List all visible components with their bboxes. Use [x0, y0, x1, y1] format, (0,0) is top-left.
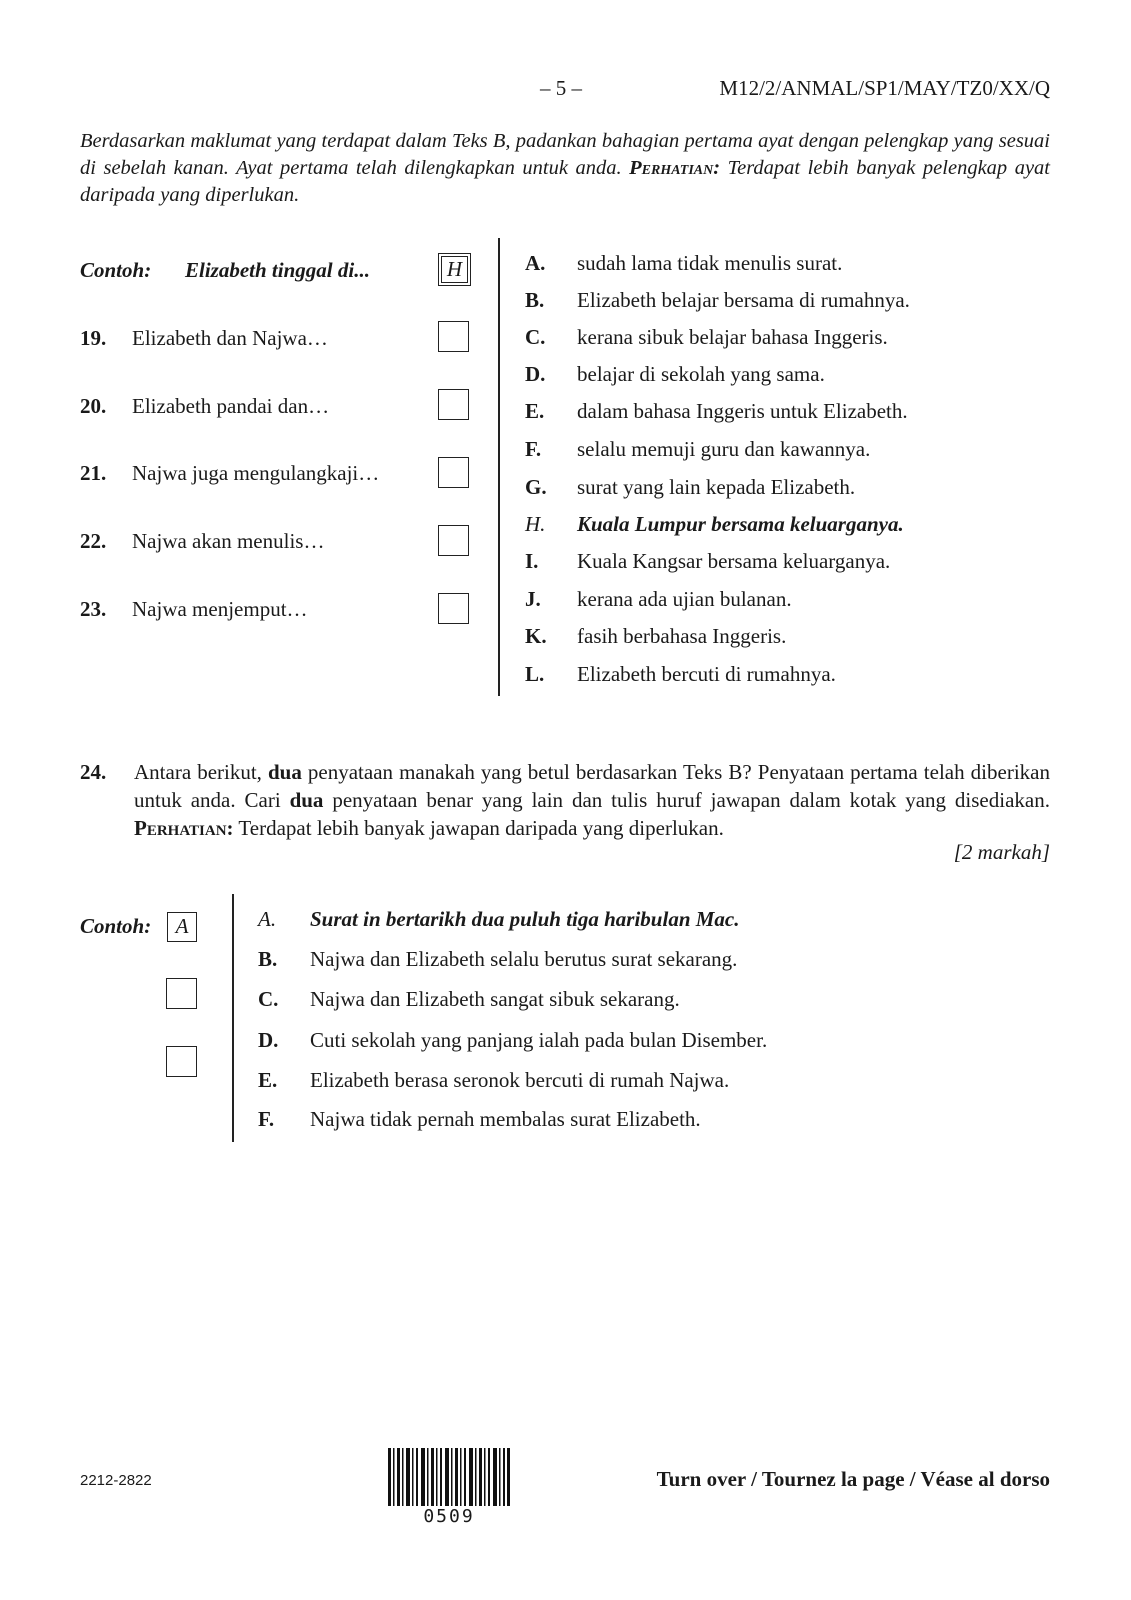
page-number: – 5 –: [540, 76, 582, 100]
footer-code: 2212-2822: [80, 1472, 152, 1489]
instruction-text-2: Terdapat lebih banyak pelengkap ayat daripada yang diperlukan.: [80, 157, 1051, 206]
question-text: Najwa juga mengulangkaji…: [132, 461, 380, 485]
option-text: belajar di sekolah yang sama.: [577, 362, 825, 386]
option-text: sudah lama tidak menulis surat.: [577, 251, 843, 275]
question-19: [80, 326, 328, 351]
question-number: 19.: [80, 326, 107, 350]
option-text: Najwa dan Elizabeth sangat sibuk sekarang.: [310, 987, 680, 1011]
instructions: [80, 128, 1050, 209]
q24-answer-box-1[interactable]: [166, 978, 197, 1009]
option-text: fasih berbahasa Inggeris.: [577, 624, 787, 648]
option-letter: D.: [525, 362, 546, 386]
option-letter: C.: [258, 987, 279, 1011]
barcode-icon: [388, 1448, 510, 1506]
column-divider: [498, 238, 500, 696]
q24-text-3: penyataan benar yang lain dan tulis huruf jawapan dalam kotak yang disediakan.: [323, 788, 1050, 812]
answer-box-20[interactable]: [438, 389, 469, 420]
option-text: Elizabeth berasa seronok bercuti di rumah Najwa.: [310, 1068, 730, 1092]
q24-text-2: penyataan manakah yang betul berdasarkan Teks B? Penyataan pertama telah diberikan untuk anda. Cari: [134, 760, 1050, 812]
example-label: Contoh:: [80, 258, 152, 282]
question-20: [80, 394, 330, 419]
instruction-text: Berdasarkan maklumat yang terdapat dalam Teks B, padankan bahagian pertama ayat dengan pelengkap yang sesuai di sebelah kanan. Ayat pertama telah dilengkapkan untuk anda.: [80, 130, 1050, 179]
q24-example-label: Contoh:: [80, 914, 152, 938]
option-text: Elizabeth belajar bersama di rumahnya.: [577, 288, 910, 312]
option-text: Cuti sekolah yang panjang ialah pada bulan Disember.: [310, 1028, 768, 1052]
question-text: Elizabeth dan Najwa…: [132, 326, 328, 350]
turn-over-text: Turn over / Tournez la page / Véase al dorso: [656, 1467, 1050, 1491]
question-number: 20.: [80, 394, 107, 418]
question-text: Najwa akan menulis…: [132, 529, 325, 553]
option-letter: F.: [258, 1107, 275, 1131]
question-text: Elizabeth pandai dan…: [132, 394, 330, 418]
example-answer-box: H: [441, 256, 468, 283]
q24-column-divider: [232, 894, 234, 1142]
option-letter: I.: [525, 549, 539, 573]
option-text: Surat in bertarikh dua puluh tiga haribulan Mac.: [310, 907, 740, 931]
question-text: Najwa menjemput…: [132, 597, 308, 621]
option-letter: D.: [258, 1028, 279, 1052]
option-text: Elizabeth bercuti di rumahnya.: [577, 662, 836, 686]
option-text: Kuala Kangsar bersama keluarganya.: [577, 549, 891, 573]
option-letter: B.: [525, 288, 545, 312]
option-text: kerana ada ujian bulanan.: [577, 587, 792, 611]
question-number: 24.: [80, 760, 107, 784]
option-text: Najwa dan Elizabeth selalu berutus surat sekarang.: [310, 947, 738, 971]
option-text: dalam bahasa Inggeris untuk Elizabeth.: [577, 399, 908, 423]
answer-box-22[interactable]: [438, 525, 469, 556]
barcode-number: 0509: [423, 1506, 475, 1527]
option-letter: F.: [525, 437, 542, 461]
question-22: [80, 529, 325, 554]
option-letter: K.: [525, 624, 547, 648]
q24-answer-box-2[interactable]: [166, 1046, 197, 1077]
option-text: selalu memuji guru dan kawannya.: [577, 437, 871, 461]
option-letter: G.: [525, 475, 547, 499]
perhatian-label: Perhatian:: [629, 157, 721, 179]
perhatian-label: Perhatian:: [134, 816, 234, 840]
question-number: 21.: [80, 461, 107, 485]
option-text: kerana sibuk belajar bahasa Inggeris.: [577, 325, 888, 349]
question-23: [80, 597, 308, 622]
q24-bold-2: dua: [289, 788, 324, 812]
q24-text-1: Antara berikut,: [134, 760, 268, 784]
option-text: surat yang lain kepada Elizabeth.: [577, 475, 856, 499]
option-text: Kuala Lumpur bersama keluarganya.: [577, 512, 904, 536]
q24-bold-1: dua: [267, 760, 302, 784]
answer-box-19[interactable]: [438, 321, 469, 352]
example-text: Elizabeth tinggal di...: [185, 258, 370, 282]
question-21: [80, 461, 380, 486]
question-number: 22.: [80, 529, 107, 553]
option-letter: C.: [525, 325, 546, 349]
option-letter: L.: [525, 662, 545, 686]
option-letter: H.: [525, 512, 546, 536]
answer-box-23[interactable]: [438, 593, 469, 624]
option-letter: A.: [525, 251, 546, 275]
marks-label: [2 markah]: [953, 840, 1050, 864]
question-number: 23.: [80, 597, 107, 621]
q24-text-4: Terdapat lebih banyak jawapan daripada yang diperlukan.: [233, 816, 724, 840]
question-24: [80, 758, 1050, 842]
q24-example-answer-box: A: [167, 912, 197, 942]
question-24-text: [134, 758, 1050, 842]
option-letter: J.: [525, 587, 541, 611]
option-text: Najwa tidak pernah membalas surat Elizabeth.: [310, 1107, 701, 1131]
option-letter: B.: [258, 947, 278, 971]
option-letter: E.: [258, 1068, 278, 1092]
answer-box-21[interactable]: [438, 457, 469, 488]
option-letter: A.: [258, 907, 277, 931]
option-letter: E.: [525, 399, 545, 423]
paper-code: M12/2/ANMAL/SP1/MAY/TZ0/XX/Q: [719, 76, 1050, 100]
